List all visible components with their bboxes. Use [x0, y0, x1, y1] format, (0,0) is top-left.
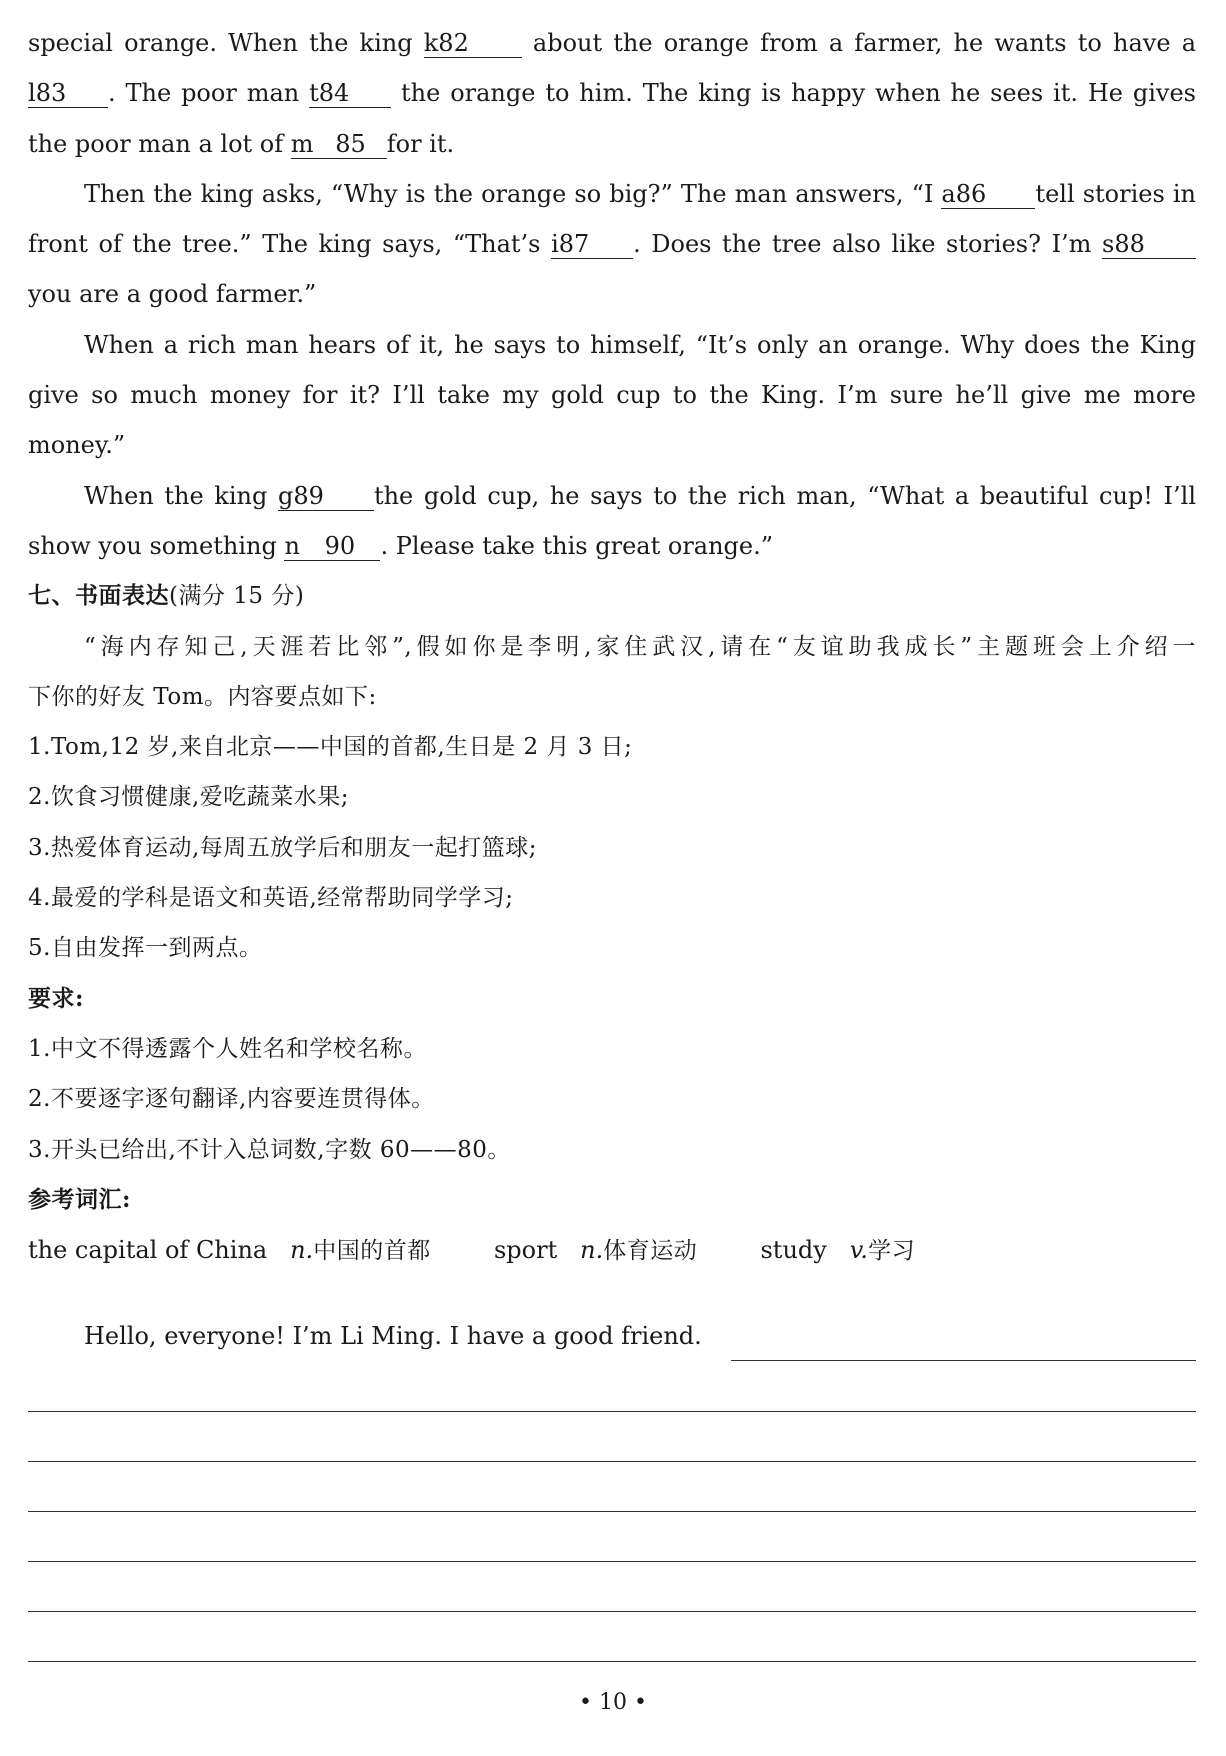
passage-line: you are a good farmer.”	[28, 280, 317, 309]
writing-line[interactable]	[28, 1611, 1196, 1612]
requirement: 1.中文不得透露个人姓名和学校名称。	[28, 1035, 427, 1062]
blank-82[interactable]: k82	[424, 29, 522, 58]
vocab-heading: 参考词汇:	[28, 1185, 131, 1213]
passage-line: When the king g89 the gold cup, he says to the rich man, “What a beautiful cup! I’ll	[84, 481, 1197, 510]
vocab-meaning: 中国的首都	[313, 1238, 431, 1265]
requirement: 3.开头已给出,不计入总词数,字数 60——80。	[28, 1136, 511, 1163]
blank-84[interactable]: t84	[309, 79, 391, 108]
requirement: 2.不要逐字逐句翻译,内容要连贯得体。	[28, 1086, 435, 1113]
vocab-word: study	[760, 1236, 827, 1265]
passage-line: give so much money for it? I’ll take my gold cup to the King. I’m sure he’ll give me more	[28, 381, 1196, 410]
essay-opening: Hello, everyone! I’m Li Ming. I have a good friend.	[84, 1322, 702, 1350]
vocab-pos: n.	[290, 1236, 314, 1265]
writing-line[interactable]	[28, 1411, 1196, 1412]
task-intro: “海内存知己,天涯若比邻”,假如你是李明,家住武汉,请在“友谊助我成长”主题班会上介绍一	[84, 633, 1196, 660]
vocab-list	[28, 1225, 1196, 1275]
writing-line[interactable]	[731, 1360, 1196, 1361]
writing-line[interactable]	[28, 1561, 1196, 1562]
blank-90[interactable]: n 90	[284, 532, 380, 561]
writing-line[interactable]	[28, 1511, 1196, 1512]
passage-line: When a rich man hears of it, he says to himself, “It’s only an orange. Why does the King	[84, 330, 1196, 359]
task-intro: 下你的好友 Tom。内容要点如下:	[28, 683, 377, 710]
blank-87[interactable]: i87	[551, 230, 633, 259]
blank-88[interactable]: s88	[1102, 230, 1196, 259]
passage-line: money.”	[28, 431, 126, 460]
content-point: 4.最爱的学科是语文和英语,经常帮助同学学习;	[28, 885, 514, 912]
passage-line: show you something n 90 . Please take this great orange.”	[28, 531, 774, 560]
passage-line: Then the king asks, “Why is the orange so big?” The man answers, “I a86 tell stories in	[84, 179, 1196, 208]
requirements-heading: 要求:	[28, 984, 84, 1012]
content-point: 2.饮食习惯健康,爱吃蔬菜水果;	[28, 784, 350, 811]
content-point: 3.热爱体育运动,每周五放学后和朋友一起打篮球;	[28, 834, 538, 861]
passage-line: special orange. When the king k82 about the orange from a farmer, he wants to have a	[28, 29, 1197, 57]
vocab-pos: n.	[580, 1236, 604, 1265]
passage-line: l83 . The poor man t84 the orange to him. The king is happy when he sees it. He gives	[28, 79, 1196, 108]
vocab-meaning: 体育运动	[603, 1238, 698, 1265]
worksheet-page	[28, 18, 1196, 1275]
writing-line[interactable]	[28, 1461, 1196, 1462]
blank-83[interactable]: l83	[28, 79, 108, 108]
vocab-word: sport	[493, 1236, 558, 1265]
passage-line: the poor man a lot of m 85 for it.	[28, 129, 455, 158]
content-point: 5.自由发挥一到两点。	[28, 935, 263, 962]
page-number: • 10 •	[579, 1690, 647, 1715]
passage-line: front of the tree.” The king says, “That’s i87 . Does the tree also like stories? I’m s88	[28, 219, 1196, 269]
writing-line[interactable]	[28, 1661, 1196, 1662]
blank-86[interactable]: a86	[941, 180, 1035, 209]
vocab-meaning: 学习	[868, 1238, 916, 1265]
blank-89[interactable]: g89	[278, 482, 374, 511]
vocab-word: the capital of China	[28, 1236, 268, 1265]
blank-85[interactable]: m 85	[291, 130, 387, 159]
content-point: 1.Tom,12 岁,来自北京——中国的首都,生日是 2 月 3 日;	[28, 734, 633, 761]
section-heading: 七、书面表达(满分 15 分)	[28, 582, 305, 610]
vocab-pos: v.	[849, 1236, 869, 1265]
